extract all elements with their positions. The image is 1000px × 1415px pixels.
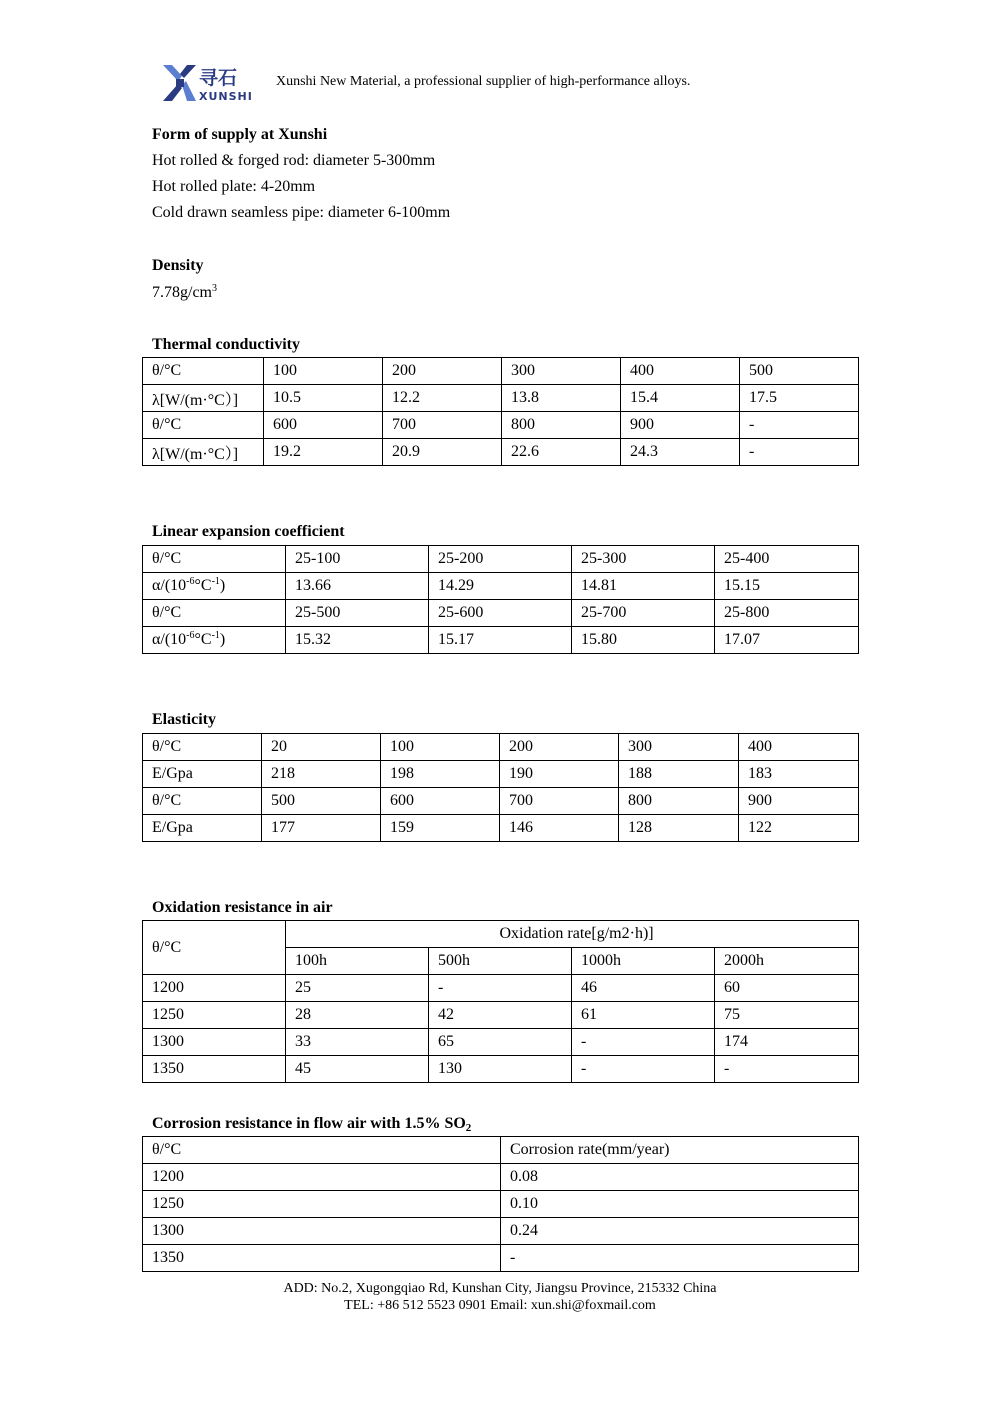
table-cell: 10.5 <box>264 385 383 412</box>
table-cell: - <box>572 1029 715 1056</box>
table-row <box>143 761 859 788</box>
table-row <box>143 546 859 573</box>
table-cell: E/Gpa <box>143 761 262 788</box>
table-header-cell: θ/°C <box>143 1137 501 1164</box>
table-cell: 122 <box>739 815 859 842</box>
table-cell: 0.10 <box>501 1191 859 1218</box>
thermal-title: Thermal conductivity <box>152 336 300 353</box>
table-cell: 146 <box>500 815 619 842</box>
table-cell: 19.2 <box>264 439 383 466</box>
table-cell: 800 <box>502 412 621 439</box>
table-cell: λ[W/(m·°C）] <box>143 385 264 412</box>
table-cell: 130 <box>429 1056 572 1083</box>
table-cell: 42 <box>429 1002 572 1029</box>
table-cell: 0.24 <box>501 1218 859 1245</box>
table-row <box>143 573 859 600</box>
table-cell: θ/°C <box>143 412 264 439</box>
supply-line: Hot rolled & forged rod: diameter 5-300mm <box>152 152 436 169</box>
header-tagline: Xunshi New Material, a professional supplier of high-performance alloys. <box>276 74 691 89</box>
table-header-cell: θ/°C <box>143 921 286 975</box>
table-cell: 500 <box>262 788 381 815</box>
table-cell: 300 <box>502 358 621 385</box>
table-header-cell: 1000h <box>572 948 715 975</box>
footer-address: ADD: No.2, Xugongqiao Rd, Kunshan City, Jiangsu Province, 215332 China <box>283 1281 717 1296</box>
table-cell: 25-500 <box>286 600 429 627</box>
table-cell: 46 <box>572 975 715 1002</box>
table-cell: 100 <box>264 358 383 385</box>
table-cell: - <box>740 412 859 439</box>
table-row <box>143 600 859 627</box>
table-row <box>143 358 859 385</box>
table-cell: 14.81 <box>572 573 715 600</box>
table-cell: 600 <box>381 788 500 815</box>
table-cell: 900 <box>621 412 740 439</box>
corrosion-table <box>142 1136 859 1272</box>
table-cell: 25-100 <box>286 546 429 573</box>
table-cell: 28 <box>286 1002 429 1029</box>
table-cell: - <box>572 1056 715 1083</box>
oxidation-title: Oxidation resistance in air <box>152 899 333 916</box>
table-cell: 1200 <box>143 1164 501 1191</box>
table-row <box>143 1137 859 1164</box>
table-cell: 15.15 <box>715 573 859 600</box>
table-cell: 700 <box>383 412 502 439</box>
table-cell: 900 <box>739 788 859 815</box>
supply-line: Cold drawn seamless pipe: diameter 6-100mm <box>152 204 451 221</box>
table-header-cell: 500h <box>429 948 572 975</box>
table-cell: λ[W/(m·°C）] <box>143 439 264 466</box>
table-cell: E/Gpa <box>143 815 262 842</box>
table-cell: 25-700 <box>572 600 715 627</box>
table-cell: θ/°C <box>143 546 286 573</box>
table-row <box>143 412 859 439</box>
table-cell: 25-800 <box>715 600 859 627</box>
table-cell: 200 <box>500 734 619 761</box>
table-row <box>143 788 859 815</box>
table-row <box>143 1164 859 1191</box>
expansion-title: Linear expansion coefficient <box>152 523 345 540</box>
table-cell: 14.29 <box>429 573 572 600</box>
table-cell: - <box>740 439 859 466</box>
footer-contact: TEL: +86 512 5523 0901 Email: xun.shi@foxmail.com <box>344 1298 656 1313</box>
table-cell: 1350 <box>143 1245 501 1272</box>
thermal-conductivity-table <box>142 357 859 466</box>
table-cell: 20.9 <box>383 439 502 466</box>
table-cell: 25 <box>286 975 429 1002</box>
table-cell: 15.80 <box>572 627 715 654</box>
table-header-cell: 100h <box>286 948 429 975</box>
table-cell: 1300 <box>143 1029 286 1056</box>
table-cell: 300 <box>619 734 739 761</box>
table-header-cell: Corrosion rate(mm/year) <box>501 1137 859 1164</box>
table-cell: 25-200 <box>429 546 572 573</box>
table-cell: θ/°C <box>143 734 262 761</box>
table-cell: - <box>429 975 572 1002</box>
table-cell: 159 <box>381 815 500 842</box>
table-cell: 33 <box>286 1029 429 1056</box>
table-cell: 183 <box>739 761 859 788</box>
table-cell: 500 <box>740 358 859 385</box>
table-cell: 24.3 <box>621 439 740 466</box>
table-cell: 12.2 <box>383 385 502 412</box>
table-cell: 17.5 <box>740 385 859 412</box>
table-cell: - <box>715 1056 859 1083</box>
logo-en-text: XUNSHI <box>199 90 253 103</box>
table-cell: 17.07 <box>715 627 859 654</box>
table-cell: 25-600 <box>429 600 572 627</box>
table-cell: 13.66 <box>286 573 429 600</box>
density-title: Density <box>152 257 204 274</box>
table-cell: 1300 <box>143 1218 501 1245</box>
table-header-cell: 2000h <box>715 948 859 975</box>
table-cell: 13.8 <box>502 385 621 412</box>
table-cell: $\alpha/(10^{-6}^\circ C^{-1})$ <box>143 627 286 654</box>
xunshi-logo <box>163 65 263 103</box>
table-cell: 100 <box>381 734 500 761</box>
table-cell: 60 <box>715 975 859 1002</box>
density-value: $7.78g/cm^3$ <box>152 283 217 301</box>
corrosion-title: Corrosion resistance in flow air with 1.5% $SO_2$ <box>152 1115 472 1134</box>
table-cell: 15.4 <box>621 385 740 412</box>
table-cell: 65 <box>429 1029 572 1056</box>
elasticity-table <box>142 733 859 842</box>
table-cell: 1250 <box>143 1191 501 1218</box>
table-cell: 128 <box>619 815 739 842</box>
table-cell: 218 <box>262 761 381 788</box>
table-cell: 61 <box>572 1002 715 1029</box>
table-cell: 400 <box>621 358 740 385</box>
logo-cn-text: 寻石 <box>199 67 238 89</box>
table-row <box>143 385 859 412</box>
table-row <box>143 1056 859 1083</box>
table-cell: 188 <box>619 761 739 788</box>
table-row <box>143 1029 859 1056</box>
table-row <box>143 1218 859 1245</box>
table-cell: 174 <box>715 1029 859 1056</box>
table-cell: θ/°C <box>143 600 286 627</box>
table-cell: 15.17 <box>429 627 572 654</box>
table-cell: θ/°C <box>143 358 264 385</box>
table-cell: - <box>501 1245 859 1272</box>
table-row <box>143 734 859 761</box>
linear-expansion-table <box>142 545 859 654</box>
table-cell: 200 <box>383 358 502 385</box>
table-cell: 190 <box>500 761 619 788</box>
table-cell: 20 <box>262 734 381 761</box>
table-cell: 800 <box>619 788 739 815</box>
table-row <box>143 1191 859 1218</box>
table-cell: 25-400 <box>715 546 859 573</box>
table-cell: 700 <box>500 788 619 815</box>
table-cell: 25-300 <box>572 546 715 573</box>
elasticity-title: Elasticity <box>152 711 216 728</box>
table-cell: $\alpha/(10^{-6}^\circ C^{-1})$ <box>143 573 286 600</box>
table-cell: 1350 <box>143 1056 286 1083</box>
table-cell: 1250 <box>143 1002 286 1029</box>
table-cell: 22.6 <box>502 439 621 466</box>
table-row <box>143 815 859 842</box>
supply-title: Form of supply at Xunshi <box>152 126 328 143</box>
table-row <box>143 439 859 466</box>
oxidation-table <box>142 920 859 1083</box>
table-cell: 177 <box>262 815 381 842</box>
table-cell: θ/°C <box>143 788 262 815</box>
table-row <box>143 1245 859 1272</box>
table-cell: 400 <box>739 734 859 761</box>
table-cell: 1200 <box>143 975 286 1002</box>
table-row <box>143 627 859 654</box>
logo-x-mark <box>163 65 196 101</box>
table-cell: 600 <box>264 412 383 439</box>
supply-line: Hot rolled plate: 4-20mm <box>152 178 316 195</box>
table-row <box>143 1002 859 1029</box>
table-cell: 198 <box>381 761 500 788</box>
table-cell: 45 <box>286 1056 429 1083</box>
table-cell: 75 <box>715 1002 859 1029</box>
table-row <box>143 975 859 1002</box>
table-header-cell: Oxidation rate[g/m2·h)] <box>286 921 859 948</box>
table-cell: 0.08 <box>501 1164 859 1191</box>
table-row <box>143 921 859 948</box>
table-cell: 15.32 <box>286 627 429 654</box>
